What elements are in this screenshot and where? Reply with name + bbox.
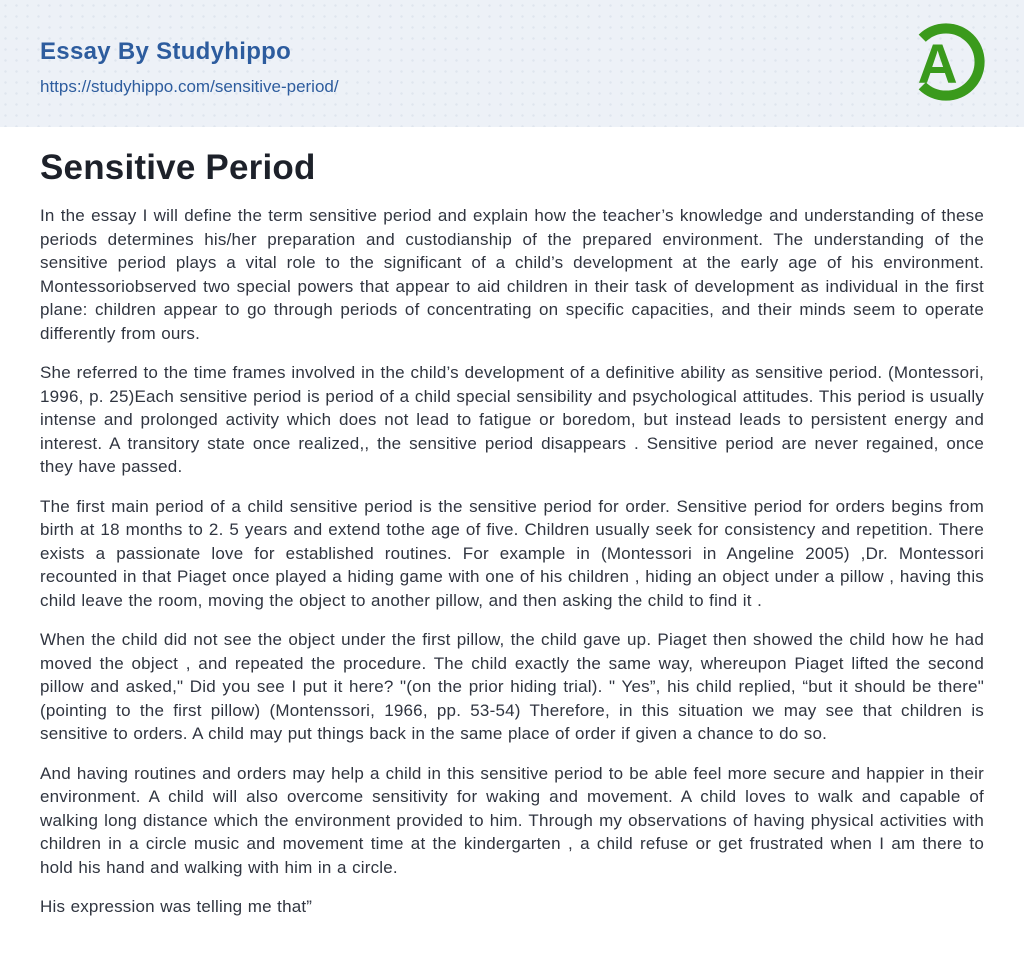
essay-paragraph-2: She referred to the time frames involved in the child’s development of a definitive ability as sensitive period. (Montessori, 1996, p. 25)Each sensitive period is period of a child special sensibility and psychological attitudes. This period is usually intense and prolonged activity which does not lead to fatigue or boredom, but instead leads to persistent energy and interest. A transitory state once realized,, the sensitive period disappears . Sensitive period are never regained, once they have passed. [40, 363, 984, 477]
page-header [0, 0, 1024, 127]
site-title: Essay By Studyhippo [40, 38, 292, 65]
studyhippo-logo [904, 20, 988, 104]
essay-title: Sensitive Period [40, 148, 316, 187]
essay-paragraph-3: The first main period of a child sensitive period is the sensitive period for order. Sensitive period for orders begins from birth at 18 months to 2. 5 years and extend tothe age of five. Children usually seek for consistency and repetition. There exists a passionate love for established routines. For example in (Montessori in Angeline 2005) ,Dr. Montessori recounted in that Piaget once played a hiding game with one of his children , hiding an object under a pillow , having this child leave the room, moving the object to another pillow, and then asking the child to find it . [40, 496, 984, 610]
essay-paragraph-4: When the child did not see the object under the first pillow, the child gave up. Piaget then showed the child how he had moved the object , and repeated the procedure. The child exactly the same way, whereupon Piaget lifted the second pillow and asked," Did you see I put it here? "(on the prior hiding trial). " Yes”, his child replied, “but it should be there" (pointing to the first pillow) (Montenssori, 1966, pp. 53-54) Therefore, in this situation we may see that children is sensitive to orders. A child may put things back in the same place of order if given a chance to do so. [40, 630, 984, 744]
essay-paragraph-5: And having routines and orders may help a child in this sensitive period to be able feel more secure and happier in their environment. A child will also overcome sensitivity for waking and movement. A child loves to walk and capable of walking long distance which the environment provided to him. Through my observations of having physical activities with children in a circle music and movement time at the kindergarten , a child refuse or get frustrated when I am there to hold his hand and walking with him in a circle. [40, 763, 984, 877]
essay-paragraph-6: His expression was telling me that” [40, 897, 313, 917]
essay-url-link[interactable]: https://studyhippo.com/sensitive-period/ [40, 76, 339, 96]
essay-paragraph-1: In the essay I will define the term sensitive period and explain how the teacher’s knowledge and understanding of these periods determines his/her preparation and custodianship of the prepared environment. The understanding of the sensitive period plays a vital role to the significant of a child’s development at the early age of his environment. Montessoriobserved two special powers that appear to aid children in their task of development as individual in the first plane: children appear to go through periods of concentrating on specific capacities, and their minds seem to operate differently from ours. [40, 206, 984, 343]
logo-letter: A [917, 32, 958, 95]
essay-article [0, 148, 1024, 919]
